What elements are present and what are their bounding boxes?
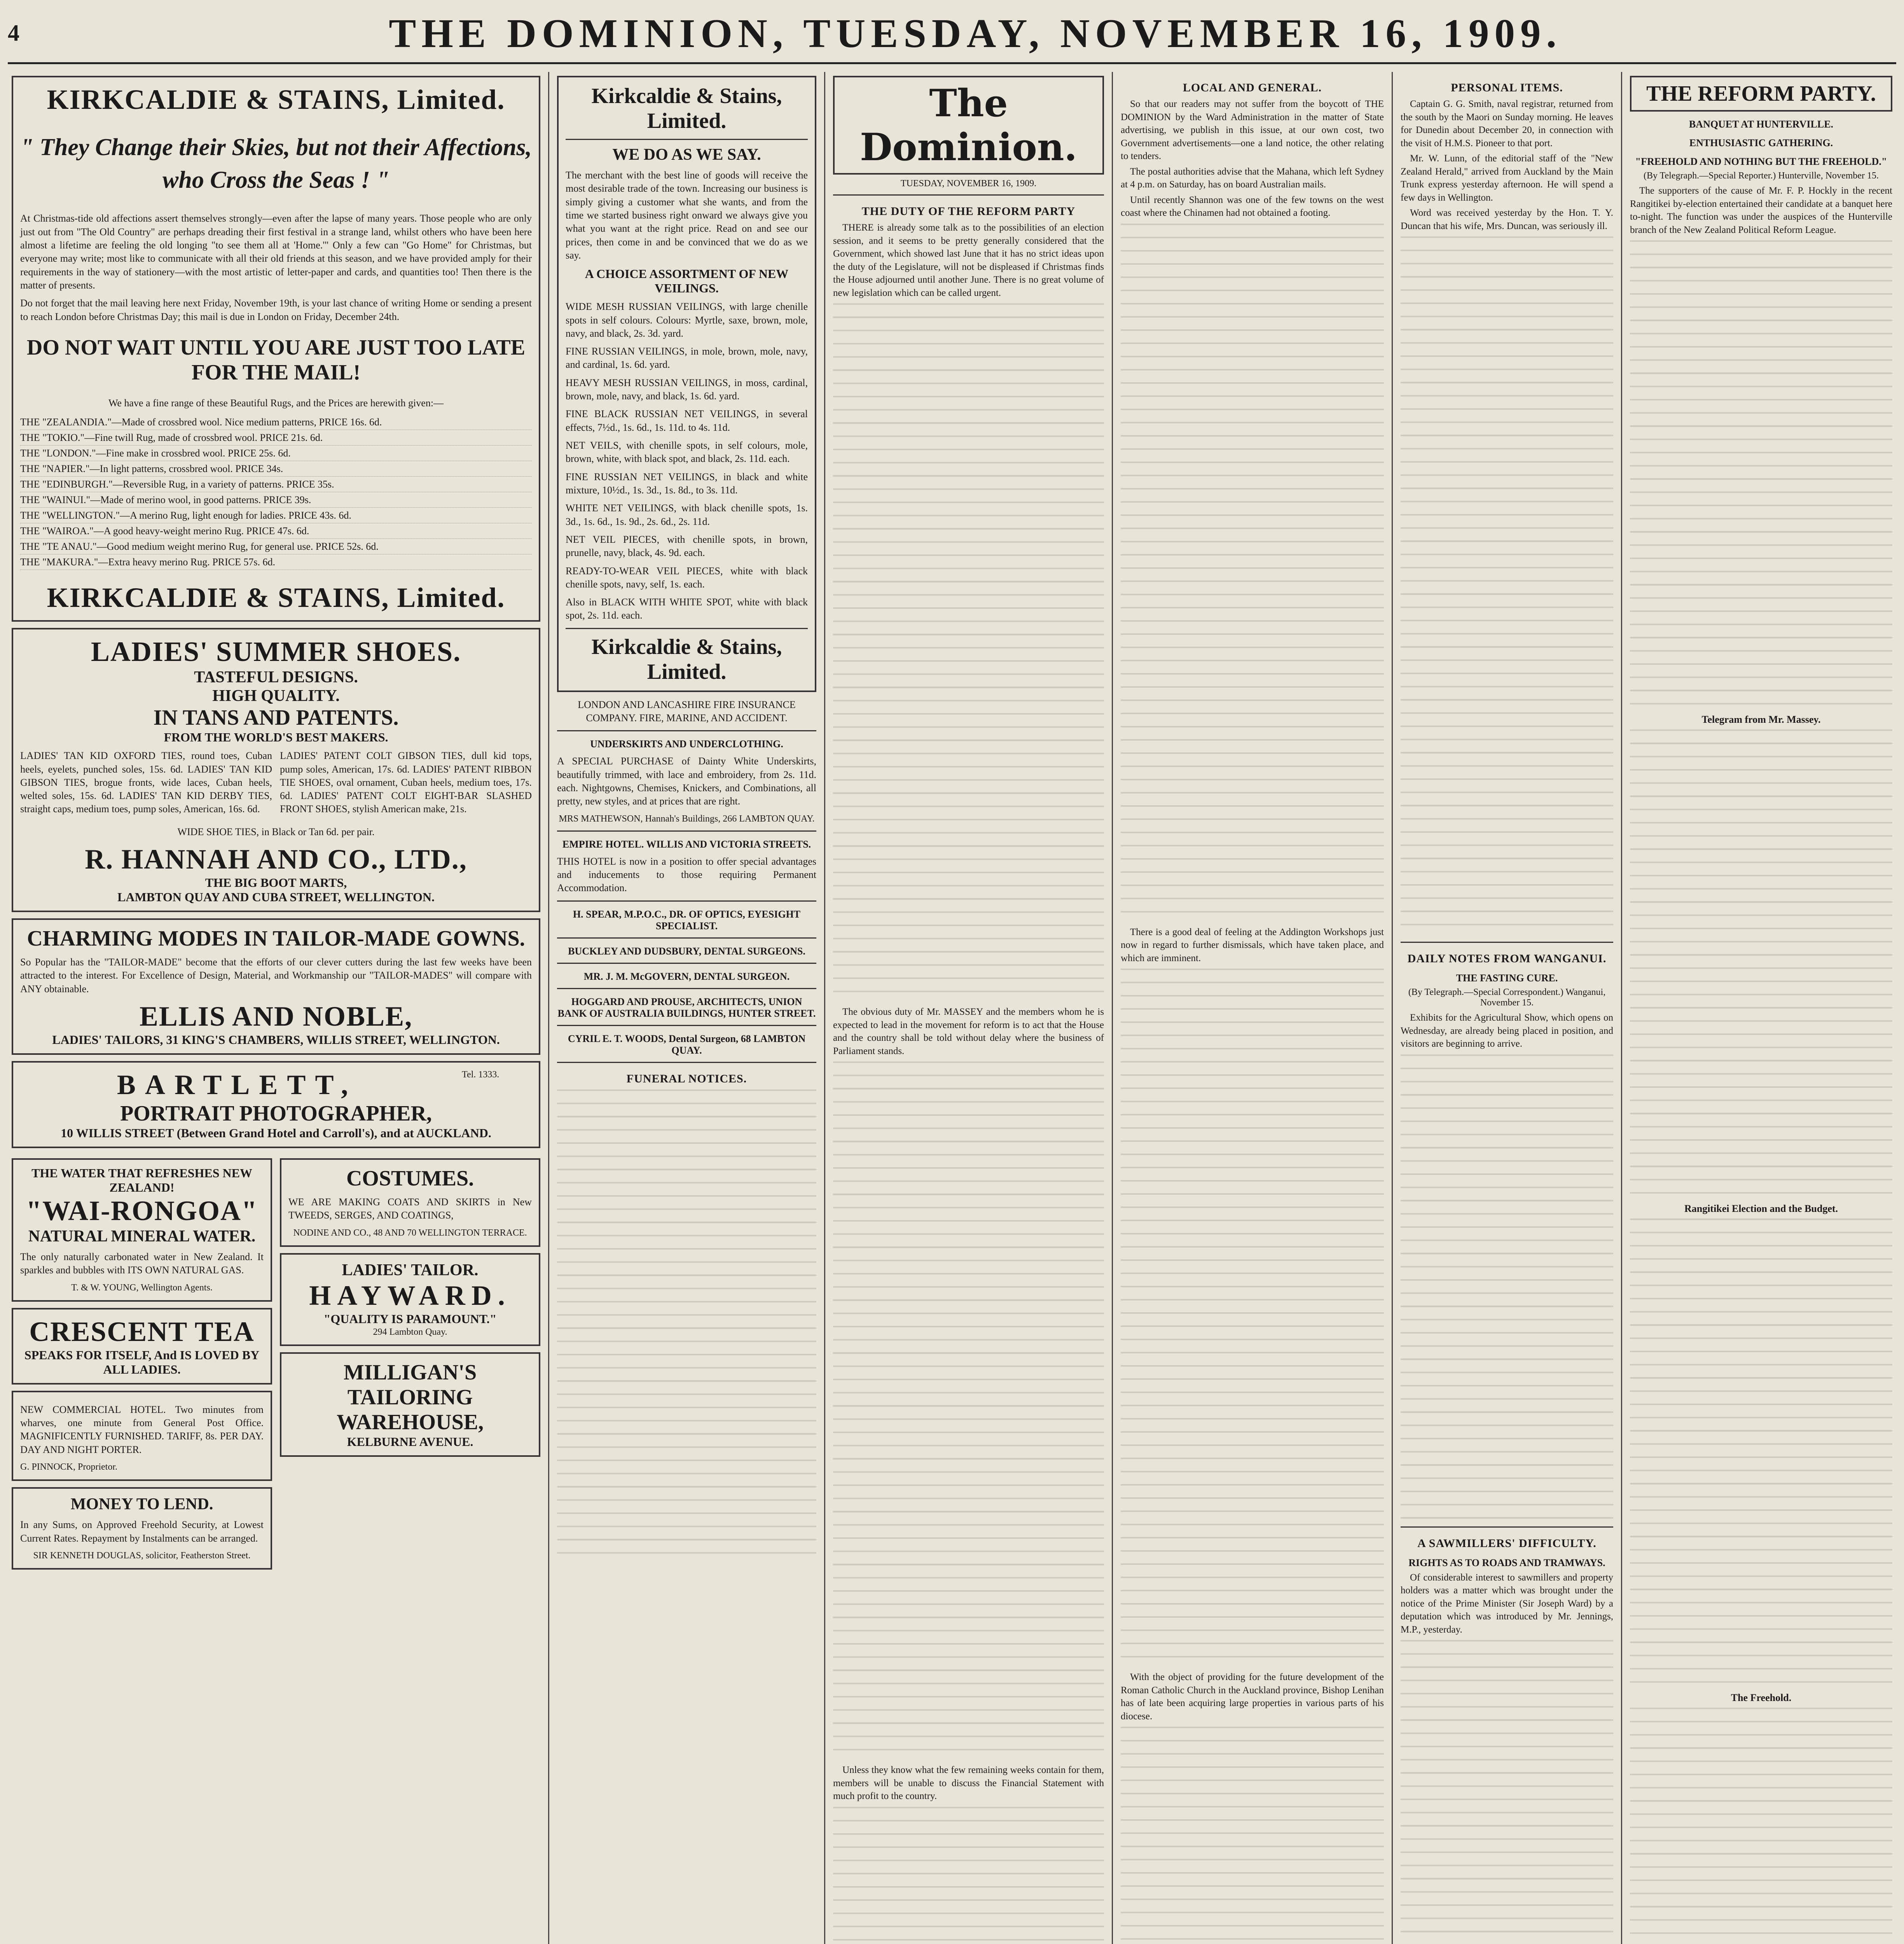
money-heading: MONEY TO LEND. <box>70 1495 213 1514</box>
editorial-text <box>833 303 1104 1003</box>
spear-ad: H. SPEAR, M.P.O.C., DR. OF OPTICS, EYESIGHT SPECIALIST. <box>573 908 801 932</box>
list-item: THE "WAINUI."—Made of merino wool, in good patterns. PRICE 39s. <box>20 492 532 508</box>
hotel-ad <box>12 1391 272 1481</box>
money-ad <box>12 1487 272 1570</box>
list-item: THE "WELLINGTON."—A merino Rug, light enough for ladies. PRICE 43s. 6d. <box>20 508 532 523</box>
list-item: READY-TO-WEAR VEIL PIECES, white with black chenille spots, navy, self, 1s. each. <box>566 565 808 590</box>
news-text <box>1630 729 1892 1196</box>
shoes-right-list: LADIES' PATENT COLT GIBSON TIES, dull kid tops, pump soles, American, 17s. 6d. LADIES' PATENT RIBBON TIE SHOES, oval ornament, Cuban heels, medium toes, 17s. 6d. LADIES' PATENT COLT EIGHT-BAR SLASHED FRONT SHOES, stylish American make, 21s. <box>280 750 532 815</box>
section-heading: The Freehold. <box>1731 1692 1792 1703</box>
summer-shoes-ad <box>12 628 540 912</box>
news-paragraph: The supporters of the cause of Mr. F. P. Hockly in the recent Rangitikei by-election entertained their candidate at a banquet here to-night. The function was under the auspices of the Hunterville branch of the New Zealand Political Reform League. <box>1630 185 1892 235</box>
freehold-slogan: "FREEHOLD AND NOTHING BUT THE FREEHOLD." <box>1635 156 1887 167</box>
costumes-address: NODINE AND CO., 48 AND 70 WELLINGTON TERRACE. <box>293 1227 527 1238</box>
sawmillers-subheading: RIGHTS AS TO ROADS AND TRAMWAYS. <box>1408 1557 1605 1568</box>
list-item: THE "NAPIER."—In light patterns, crossbred wool. PRICE 34s. <box>20 461 532 477</box>
news-text <box>1121 969 1384 1668</box>
news-paragraph: The postal authorities advise that the Mahana, which left Sydney at 4 p.m. on Saturday, has on board Australian mails. <box>1121 166 1384 190</box>
wai-rongoa-ad <box>12 1158 272 1302</box>
shoes-subtitle: IN TANS AND PATENTS. <box>153 706 399 730</box>
bartlett-tel: Tel. 1333. <box>462 1070 500 1080</box>
paper-nameplate: The Dominion. <box>833 76 1104 175</box>
newspaper-title: THE DOMINION, TUESDAY, NOVEMBER 16, 1909. <box>389 10 1562 56</box>
hayward-heading: HAYWARD. <box>309 1280 511 1311</box>
gathering-heading: ENTHUSIASTIC GATHERING. <box>1689 137 1833 149</box>
editorial-heading: THE DUTY OF THE REFORM PARTY <box>861 205 1076 218</box>
editorial-paragraph: THERE is already some talk as to the possibilities of an election session, and it seems to be pretty generally considered that the Government, which showed last June that it has no strict ideas upon the duty of the Legislature, will not be displeased if Christmas finds the House adjourned until another June. There is no great volume of new legislation which can be called urgent. <box>833 222 1104 298</box>
column-4 <box>1112 72 1392 1944</box>
hayward-ad <box>280 1253 540 1346</box>
mcgovern-ad: MR. J. M. McGOVERN, DENTAL SURGEON. <box>583 970 790 982</box>
list-item: FINE RUSSIAN VEILINGS, in mole, brown, mole, navy, and cardinal, 1s. 6d. yard. <box>566 346 808 371</box>
list-item: WHITE NET VEILINGS, with black chenille spots, 1s. 3d., 1s. 6d., 1s. 9d., 2s. 6d., 2s. 11d. <box>566 502 808 527</box>
bartlett-address: 10 WILLIS STREET (Between Grand Hotel and Carroll's), and at AUCKLAND. <box>61 1126 491 1140</box>
water-name: "WAI-RONGOA" <box>26 1195 258 1226</box>
money-body: In any Sums, on Approved Freehold Security, at Lowest Current Rates. Repayment by Instalments can be arranged. <box>20 1519 264 1544</box>
list-item: THE "TE ANAU."—Good medium weight merino Rug, for general use. PRICE 52s. 6d. <box>20 539 532 554</box>
crescent-tea-ad <box>12 1308 272 1385</box>
list-item: FINE RUSSIAN NET VEILINGS, in black and white mixture, 10½d., 1s. 3d., 1s. 8d., to 3s. 11d. <box>566 471 808 496</box>
list-item: THE "TOKIO."—Fine twill Rug, made of crossbred wool. PRICE 21s. 6d. <box>20 430 532 446</box>
underskirts-name: MRS MATHEWSON, Hannah's Buildings, 266 LAMBTON QUAY. <box>559 813 815 824</box>
underskirts-body: A SPECIAL PURCHASE of Dainty White Underskirts, beautifully trimmed, with lace and embroidery, from 2s. 11d. each. Nightgowns, Chemises, Knickers, and Combinations, all pretty, new styles, and at prices that are right. <box>557 755 816 807</box>
news-paragraph: Exhibits for the Agricultural Show, which opens on Wednesday, are already being placed in position, and visitors are beginning to arrive. <box>1401 1012 1613 1049</box>
news-paragraph: So that our readers may not suffer from the boycott of THE DOMINION by the Ward Administration in the matter of State advertising, we publish in this issue, at our own cost, two Government advertisements—one a land notice, the other relating to tenders. <box>1121 99 1384 161</box>
milligan-address: KELBURNE AVENUE. <box>347 1435 473 1449</box>
ad-intro: At Christmas-tide old affections assert themselves strongly—even after the lapse of many years. Those people who are only just out from "The Old Country" are perhaps dreading their first festival in a strange land, whilst others who have been here almost a lifetime are feeling the old longing "to see them all at 'Home.'" Only a few can "Go Home" for Christmas, but everyone may write; most like to communicate with all their old friends at this season, and we have provided amply for their requirements in the way of stationery—with the most artistic of letter-paper and cards, and quantities too! Then there is the matter of presents. <box>20 213 532 291</box>
news-text <box>1401 1640 1613 1944</box>
costumes-ad <box>280 1158 540 1247</box>
kirkcaldie-heading: KIRKCALDIE & STAINS, Limited. <box>47 84 505 115</box>
editorial-paragraph: Unless they know what the few remaining weeks contain for them, members will be unable to discuss the Financial Statement with much profit to the country. <box>833 1765 1104 1801</box>
masthead <box>8 4 1896 64</box>
hotel-body: THIS HOTEL is now in a position to offer special advantages and inducements to those requiring Permanent Accommodation. <box>557 855 816 894</box>
gowns-title: CHARMING MODES IN TAILOR-MADE GOWNS. <box>27 927 525 951</box>
news-text <box>1121 1727 1384 1944</box>
kirkcaldie-heading: Kirkcaldie & Stains, Limited. <box>591 84 782 133</box>
list-item: NET VEILS, with chenille spots, in self colours, mole, brown, white, with black spot, and black, 2s. 11d. each. <box>566 440 808 465</box>
water-agent: T. & W. YOUNG, Wellington Agents. <box>71 1282 213 1293</box>
kirkcaldie-footer: KIRKCALDIE & STAINS, Limited. <box>47 582 505 614</box>
milligan-heading: MILLIGAN'S TAILORING WAREHOUSE, <box>336 1360 484 1434</box>
reform-party-heading: THE REFORM PARTY. <box>1630 76 1892 112</box>
insurance-ad: LONDON AND LANCASHIRE FIRE INSURANCE COMPANY. FIRE, MARINE, AND ACCIDENT. <box>578 699 796 724</box>
list-item: FINE BLACK RUSSIAN NET VEILINGS, in several effects, 7½d., 1s. 6d., 1s. 11d. to 4s. 11d. <box>566 408 808 433</box>
news-paragraph: There is a good deal of feeling at the Addington Workshops just now in regard to further dismissals, which have taken place, and which are imminent. <box>1121 927 1384 963</box>
editorial-paragraph: The obvious duty of Mr. MASSEY and the members whom he is expected to lead in the movement for reform is to act that the House and the country shall be told without delay where the business of Parliament stands. <box>833 1007 1104 1056</box>
list-item: THE "LONDON."—Fine make in crossbred wool. PRICE 25s. 6d. <box>20 446 532 461</box>
news-paragraph: Until recently Shannon was one of the few towns on the west coast where the Chinamen had not obtained a footing. <box>1121 194 1384 218</box>
costumes-body: WE ARE MAKING COATS AND SKIRTS in New TWEEDS, SERGES, AND COATINGS, <box>288 1196 532 1221</box>
we-do-heading: WE DO AS WE SAY. <box>612 146 761 164</box>
wanganui-dateline: (By Telegraph.—Special Correspondent.) Wanganui, November 15. <box>1408 987 1606 1008</box>
ellis-address: LADIES' TAILORS, 31 KING'S CHAMBERS, WILLIS STREET, WELLINGTON. <box>52 1033 500 1047</box>
column-1 <box>4 72 548 1944</box>
column-6 <box>1621 72 1900 1944</box>
dont-wait-heading: DO NOT WAIT UNTIL YOU ARE JUST TOO LATE FOR THE MAIL! <box>26 335 526 385</box>
column-3 <box>824 72 1112 1944</box>
editorial-text <box>833 1807 1104 1944</box>
costumes-heading: COSTUMES. <box>346 1166 474 1191</box>
water-tagline: THE WATER THAT REFRESHES NEW ZEALAND! <box>31 1166 252 1194</box>
ad-quote: " They Change their Skies, but not their Affections, who Cross the Seas ! " <box>20 134 532 193</box>
water-body: The only naturally carbonated water in New Zealand. It sparkles and bubbles with ITS OWN NATURAL GAS. <box>20 1251 264 1276</box>
bartlett-ad <box>12 1061 540 1148</box>
hoggard-ad: HOGGARD AND PROUSE, ARCHITECTS, UNION BANK OF AUSTRALIA BUILDINGS, HUNTER STREET. <box>557 996 816 1019</box>
wide-shoe-note: WIDE SHOE TIES, in Black or Tan 6d. per pair. <box>177 826 375 837</box>
reform-dateline: (By Telegraph.—Special Reporter.) Hunterville, November 15. <box>1643 171 1879 181</box>
page-number: 4 <box>8 20 19 46</box>
sawmillers-heading: A SAWMILLERS' DIFFICULTY. <box>1417 1537 1597 1550</box>
shoes-title: LADIES' SUMMER SHOES. <box>91 636 461 668</box>
shoes-left-list: LADIES' TAN KID OXFORD TIES, round toes, Cuban heels, eyelets, punched soles, 15s. 6d. LADIES' TAN KID GIBSON TIES, brogue fronts, wide laces, Cuban heels, welted soles, 15s. 6d. LADIES' TAN KID DERBY TIES, straight caps, medium toes, pump soles, American, 16s. 6d. <box>20 750 272 815</box>
funeral-notices-text <box>557 1089 816 1556</box>
wanganui-subheading: THE FASTING CURE. <box>1456 972 1558 984</box>
rugs-intro: We have a fine range of these Beautiful Rugs, and the Prices are herewith given:— <box>108 397 444 409</box>
banquet-heading: BANQUET AT HUNTERVILLE. <box>1689 119 1834 130</box>
ellis-heading: ELLIS AND NOBLE, <box>139 1001 413 1032</box>
wanganui-heading: DAILY NOTES FROM WANGANUI. <box>1407 952 1607 965</box>
kirkcaldie-rugs-ad <box>12 76 540 622</box>
milligan-ad <box>280 1352 540 1457</box>
news-text <box>1401 1054 1613 1521</box>
veilings-intro: The merchant with the best line of goods will receive the most desirable trade of the town. Increasing our business is simply giving a customer what she wants, and from the time we started business right onward we always give you what you want at the right price. Read on and see our prices, then come in and be convinced that we do as we say. <box>566 170 808 261</box>
news-text <box>1401 236 1613 936</box>
kirkcaldie-heading: Kirkcaldie & Stains, Limited. <box>591 635 782 684</box>
list-item: WIDE MESH RUSSIAN VEILINGS, with large chenille spots in self colours. Colours: Myrtle, saxe, brown, mole, navy, and black, 2s. 3d. yard. <box>566 301 808 339</box>
hannah-address: LAMBTON QUAY AND CUBA STREET, WELLINGTON. <box>117 890 435 904</box>
list-item: NET VEIL PIECES, with chenille spots, in brown, prunelle, navy, black, 4s. 9d. each. <box>566 533 808 559</box>
hannah-heading: R. HANNAH AND CO., LTD., <box>85 844 467 875</box>
gowns-body: So Popular has the "TAILOR-MADE" become that the efforts of our clever cutters during the last few weeks have been attracted to the interest. For Excellence of Design, Material, and Workmanship our "TAILOR-MADES" will compare with ANY obtainable. <box>20 956 532 995</box>
news-paragraph: Mr. W. Lunn, of the editorial staff of the "New Zealand Herald," arrived from Auckland by the Main Trunk express yesterday afternoon. He will spend a few days in Wellington. <box>1401 153 1613 203</box>
woods-ad: CYRIL E. T. WOODS, Dental Surgeon, 68 LAMBTON QUAY. <box>568 1033 806 1056</box>
list-item: Also in BLACK WITH WHITE SPOT, white with black spot, 2s. 11d. each. <box>566 596 808 621</box>
list-item: THE "ZEALANDIA."—Made of crossbred wool. Nice medium patterns, PRICE 16s. 6d. <box>20 414 532 430</box>
water-sub: NATURAL MINERAL WATER. <box>28 1227 256 1245</box>
buckley-ad: BUCKLEY AND DUDSBURY, DENTAL SURGEONS. <box>568 945 805 957</box>
list-item: THE "MAKURA."—Extra heavy merino Rug. PRICE 57s. 6d. <box>20 554 532 570</box>
crescent-sub: SPEAKS FOR ITSELF, And IS LOVED BY ALL LADIES. <box>24 1348 260 1376</box>
list-item: THE "EDINBURGH."—Reversible Rug, in a variety of patterns. PRICE 35s. <box>20 477 532 492</box>
personal-items-heading: PERSONAL ITEMS. <box>1451 81 1563 94</box>
tailor-heading: LADIES' TAILOR. <box>342 1261 479 1279</box>
veilings-ad <box>557 76 816 692</box>
column-5 <box>1392 72 1621 1944</box>
hayward-quote: "QUALITY IS PARAMOUNT." <box>323 1311 497 1326</box>
section-heading: Telegram from Mr. Massey. <box>1701 714 1821 725</box>
news-paragraph: Captain G. G. Smith, naval registrar, returned from the south by the Maori on Sunday morning. He leaves for Dunedin about December 20, in connection with the visit of H.M.S. Pioneer to that port. <box>1401 99 1613 149</box>
list-item: HEAVY MESH RUSSIAN VEILINGS, in moss, cardinal, brown, mole, navy, and black, 1s. 6d. yard. <box>566 377 808 402</box>
section-heading: Rangitikei Election and the Budget. <box>1684 1203 1838 1214</box>
editorial-text <box>833 1061 1104 1761</box>
column-2 <box>548 72 824 1944</box>
funeral-heading: FUNERAL NOTICES. <box>626 1072 747 1085</box>
news-text <box>1630 1708 1892 1944</box>
list-item: THE "WAIROA."—A good heavy-weight merino Rug. PRICE 47s. 6d. <box>20 523 532 539</box>
mail-note: Do not forget that the mail leaving here next Friday, November 19th, is your last chance of writing Home or sending a present to reach London before Christmas Day; this mail is due in London on Friday, December 24th. <box>20 297 532 322</box>
local-general-heading: LOCAL AND GENERAL. <box>1183 81 1322 94</box>
money-name: SIR KENNETH DOUGLAS, solicitor, Featherston Street. <box>33 1550 251 1561</box>
news-paragraph: Word was received yesterday by the Hon. T. Y. Duncan that his wife, Mrs. Duncan, was seriously ill. <box>1401 208 1613 231</box>
bartlett-heading: BARTLETT, <box>117 1069 358 1100</box>
rug-price-list <box>20 414 532 570</box>
news-text <box>1630 1218 1892 1685</box>
hayward-address: 294 Lambton Quay. <box>373 1327 447 1337</box>
shoes-subtitle: HIGH QUALITY. <box>212 687 340 705</box>
hotel-proprietor: G. PINNOCK, Proprietor. <box>20 1462 117 1472</box>
news-paragraph: With the object of providing for the future development of the Roman Catholic Church in the Auckland province, Bishop Lenihan has of late been acquiring large properties in various parts of his diocese. <box>1121 1672 1384 1722</box>
shoes-subtitle: TASTEFUL DESIGNS. <box>194 668 358 687</box>
hannah-sub: THE BIG BOOT MARTS, <box>205 876 347 890</box>
news-paragraph: Of considerable interest to sawmillers and property holders was a matter which was brought under the notice of the Prime Minister (Sir Joseph Ward) by a deputation which was introduced by Mr. Jennings, M.P., yesterday. <box>1401 1572 1613 1635</box>
hotel-heading: EMPIRE HOTEL. WILLIS AND VICTORIA STREETS. <box>562 838 811 850</box>
shoes-subtitle: FROM THE WORLD'S BEST MAKERS. <box>164 730 388 745</box>
hotel-body: NEW COMMERCIAL HOTEL. Two minutes from wharves, one minute from General Post Office. MAGNIFICENTLY FURNISHED. TARIFF, 8s. PER DAY. DAY AND NIGHT PORTER. <box>20 1404 264 1455</box>
news-text <box>1121 224 1384 923</box>
veilings-heading: A CHOICE ASSORTMENT OF NEW VEILINGS. <box>585 267 789 295</box>
bartlett-sub: PORTRAIT PHOTOGRAPHER, <box>120 1101 432 1126</box>
crescent-heading: CRESCENT TEA <box>29 1316 255 1347</box>
tailor-gowns-ad <box>12 918 540 1055</box>
editorial-date: TUESDAY, NOVEMBER 16, 1909. <box>900 178 1037 189</box>
underskirts-heading: UNDERSKIRTS AND UNDERCLOTHING. <box>590 738 783 750</box>
news-text <box>1630 240 1892 707</box>
